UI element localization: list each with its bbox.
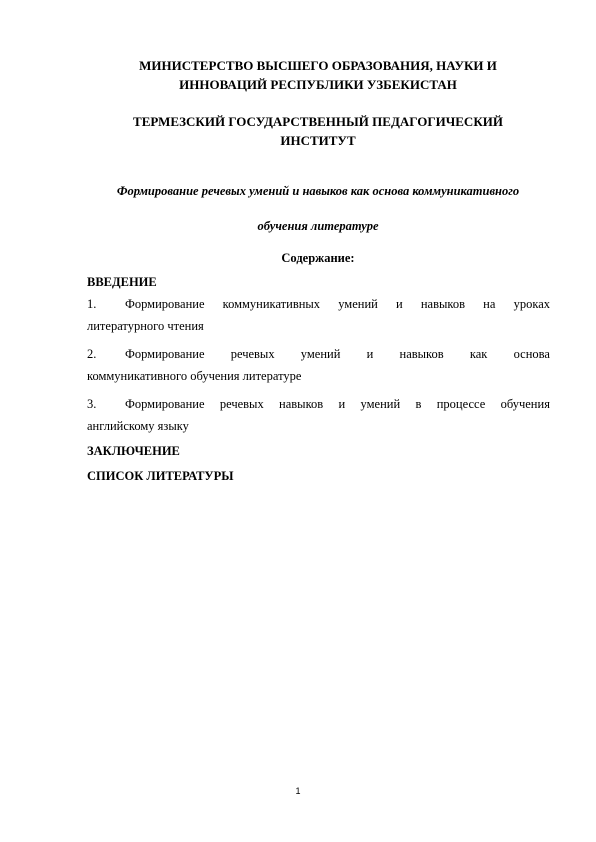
toc-word: основа	[513, 347, 550, 361]
toc-word: процессе	[436, 397, 486, 411]
toc-item-3-line-2: английскому языку	[87, 419, 189, 433]
toc-word: обучения	[500, 397, 550, 411]
toc-word: умений	[300, 347, 341, 361]
toc-item-2-number: 2. Формирование	[87, 347, 205, 361]
toc-word: коммуникативных	[222, 297, 321, 311]
toc-item-1-line-1	[87, 293, 550, 315]
contents-title: Содержание:	[281, 251, 355, 265]
toc-word: навыков	[399, 347, 444, 361]
toc-conclusion: ЗАКЛЮЧЕНИЕ	[87, 444, 180, 458]
toc-word: навыков	[420, 297, 465, 311]
institute-line-1: ТЕРМЕЗСКИЙ ГОСУДАРСТВЕННЫЙ ПЕДАГОГИЧЕСКИЙ	[133, 114, 503, 129]
page-number: 1	[295, 786, 301, 796]
toc-word: навыков	[279, 397, 324, 411]
institute-header	[70, 112, 566, 150]
toc-item-2-line-2: коммуникативного обучения литературе	[87, 369, 302, 383]
toc-word: и	[366, 347, 374, 361]
toc-item-1-number: 1. Формирование	[87, 297, 205, 311]
toc-word: речевых	[230, 347, 275, 361]
toc-word: и	[338, 397, 346, 411]
toc-item-1-line-2: литературного чтения	[87, 319, 204, 333]
toc-word: уроках	[513, 297, 550, 311]
toc-intro: ВВЕДЕНИЕ	[87, 275, 157, 289]
ministry-header	[70, 56, 566, 94]
toc-word: умений	[338, 297, 378, 311]
toc-word: как	[469, 347, 488, 361]
toc-word: на	[483, 297, 496, 311]
toc-word: и	[396, 297, 403, 311]
institute-line-2: ИНСТИТУТ	[280, 133, 356, 148]
toc-item-2-line-1	[87, 343, 550, 365]
ministry-line-2: ИННОВАЦИЙ РЕСПУБЛИКИ УЗБЕКИСТАН	[179, 77, 457, 92]
toc-item-3	[87, 393, 550, 437]
toc-word: речевых	[219, 397, 264, 411]
toc-item-3-number: 3. Формирование	[87, 397, 205, 411]
toc-literature: СПИСОК ЛИТЕРАТУРЫ	[87, 469, 234, 483]
toc-word: в	[415, 397, 422, 411]
toc-item-2	[87, 343, 550, 387]
ministry-line-1: МИНИСТЕРСТВО ВЫСШЕГО ОБРАЗОВАНИЯ, НАУКИ И	[139, 58, 497, 73]
toc-item-3-line-1	[87, 393, 550, 415]
topic-line-2: обучения литературе	[257, 219, 379, 233]
toc-item-1	[87, 293, 550, 337]
topic-line-1: Формирование речевых умений и навыков как основа коммуникативного	[116, 184, 520, 198]
toc-word: умений	[360, 397, 401, 411]
